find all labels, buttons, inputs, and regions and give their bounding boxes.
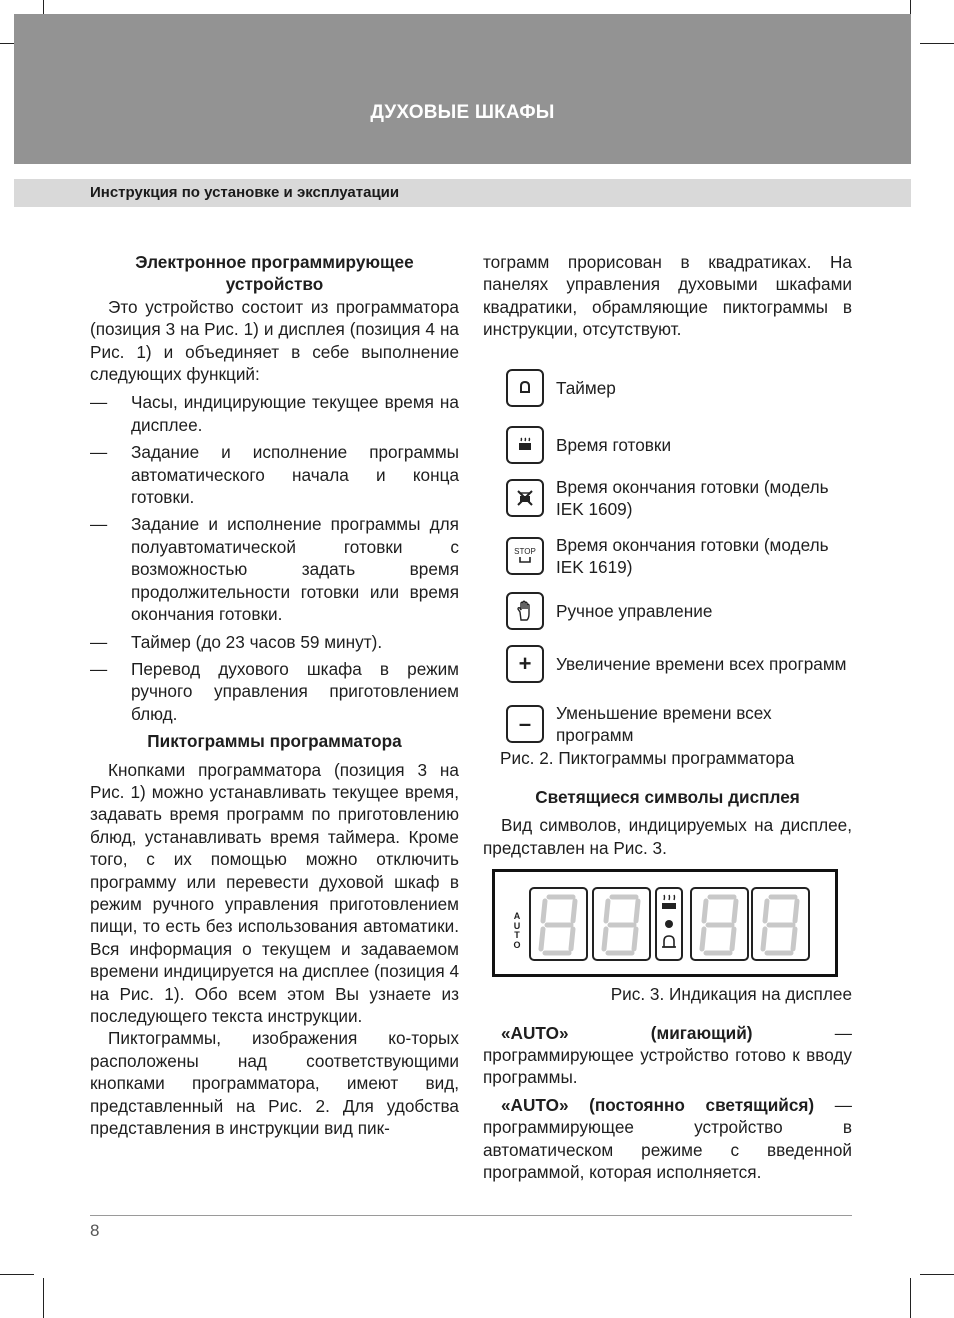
cooking-pot-icon	[506, 426, 544, 464]
page-header-title: ДУХОВЫЕ ШКАФЫ	[370, 102, 555, 123]
pictograms-paragraph-2: Пиктограммы, изображения ко-торых расположены над соответствующими кнопками программатора, имеют вид, представленный на Рис. 2. Для удобства представления в инструкции вид пик-	[90, 1028, 459, 1139]
pictograms-paragraph: Кнопками программатора (позиция 3 на Рис. 1) можно устанавливать текущее время, задавать время программ по приготовлению блюд, устанавливать время таймера. Кроме того, с их помощью можно отключить программу или перевести духовой шкаф в режим ручного управления приготовлением пищи, то есть без использования автоматики. Вся информация о текущем и задаваемом времени индицируется на дисплее (позиция 4 на Рис. 1). Обо всем этом Вы узнаете из последующего текста инструкции.	[90, 759, 460, 1026]
footer-divider	[90, 1215, 852, 1216]
bell-icon	[506, 369, 544, 407]
pictogram-label: Время окончания готовки (модель IEK 1619)	[556, 534, 829, 577]
auto-blink-term: «AUTO» (мигающий)	[501, 1022, 753, 1043]
figure-3-caption: Рис. 3. Индикация на дисплее	[610, 984, 852, 1005]
pictogram-label: Время окончания готовки (модель IEK 1609)	[556, 476, 829, 519]
header-band	[14, 14, 911, 164]
crop-mark	[910, 1278, 911, 1318]
display-figure	[492, 869, 838, 977]
seven-segment-digit	[690, 887, 749, 961]
plus-icon	[506, 645, 544, 683]
seven-segment-digit	[751, 887, 810, 961]
crop-mark	[43, 1278, 44, 1318]
continuation-paragraph: тограмм прорисован в квадратиках. На панелях управления духовыми шкафами квадратики, обрамляющие пиктограммы в инструкции, отсутствуют.	[483, 252, 852, 340]
pictogram-label: Увеличение времени всех программ	[556, 653, 847, 674]
hand-icon	[506, 592, 544, 630]
list-item: — Задание и исполнение программы для полуавтоматической готовки с возможностью задать время продолжительности готовки или время окончания готовки.	[90, 514, 459, 625]
dash-marker: —	[90, 442, 108, 463]
crop-mark	[0, 1274, 34, 1275]
dash-marker: —	[90, 514, 108, 535]
pictogram-row-end-time-1609	[506, 476, 852, 520]
list-item: — Перевод духового шкафа в режим ручного управления приготовлением блюд.	[90, 658, 459, 724]
display-paragraph: Вид символов, индицируемых на дисплее, представлен на Рис. 3.	[483, 815, 852, 858]
auto-indicator: A U T O	[513, 911, 521, 950]
bell-icon	[662, 936, 676, 947]
list-item: — Часы, индицирующие текущее время на дисплее.	[90, 392, 459, 435]
pictogram-row-timer	[506, 369, 852, 407]
seven-segment-digit	[592, 887, 651, 961]
pictogram-label: Уменьшение времени всех программ	[556, 702, 772, 745]
pictogram-label: Ручное управление	[556, 600, 713, 621]
intro-paragraph: Это устройство состоит из программатора (позиция 3 на Рис. 1) и дисплея (позиция 4 на Рис. 1) и объединяет в себе выполнение следующих функций:	[90, 296, 459, 385]
minus-icon	[506, 705, 544, 743]
pictogram-row-minus	[506, 702, 852, 746]
subheader-band	[14, 179, 911, 207]
functions-list	[90, 391, 459, 725]
list-item: — Таймер (до 23 часов 59 минут).	[90, 631, 383, 652]
dot-indicator	[665, 920, 673, 928]
seven-segment-digit	[529, 887, 588, 961]
pictogram-row-plus	[506, 645, 852, 683]
section-title-programmer: Электронное программирующее устройство	[135, 252, 414, 295]
display-symbols-cell	[655, 887, 683, 961]
pictogram-label: Время готовки	[556, 434, 672, 455]
right-column	[483, 251, 852, 1184]
stop-glyph: STOP	[514, 546, 536, 556]
list-item: — Задание и исполнение программы автоматического начала и конца готовки.	[90, 442, 459, 508]
end-time-icon	[506, 479, 544, 517]
auto-steady-paragraph: «AUTO» (постоянно светящийся) — программирующее устройство в автоматическом режиме с введенной программой, которая исполняется.	[483, 1094, 852, 1183]
pictogram-row-end-time-1619	[506, 534, 852, 578]
pictogram-row-cook-time	[506, 426, 852, 464]
pictogram-label: Таймер	[556, 377, 616, 398]
section-title-pictograms: Пиктограммы программатора	[147, 731, 402, 752]
stop-icon	[506, 537, 544, 575]
plus-glyph: +	[518, 650, 532, 676]
dash-marker: —	[90, 392, 108, 413]
figure-2-caption: Рис. 2. Пиктограммы программатора	[500, 747, 795, 768]
auto-blinking-paragraph: «AUTO» (мигающий) — программирующее устройство готово к вводу программы.	[483, 1022, 852, 1088]
auto-steady-term: «AUTO» (постоянно светящийся)	[501, 1094, 815, 1115]
section-title-display: Светящиеся символы дисплея	[535, 787, 800, 808]
dash-marker: —	[90, 658, 108, 679]
crop-mark	[920, 1274, 954, 1275]
cooking-pot-icon	[662, 895, 676, 909]
page-subtitle: Инструкция по установке и эксплуатации	[90, 184, 400, 201]
pictogram-row-manual	[506, 592, 852, 630]
left-column	[90, 251, 459, 1139]
minus-glyph: –	[518, 710, 532, 736]
pictogram-list	[483, 369, 852, 747]
dash-marker: —	[90, 631, 108, 652]
page-number: 8	[90, 1221, 100, 1240]
crop-mark	[920, 43, 954, 44]
